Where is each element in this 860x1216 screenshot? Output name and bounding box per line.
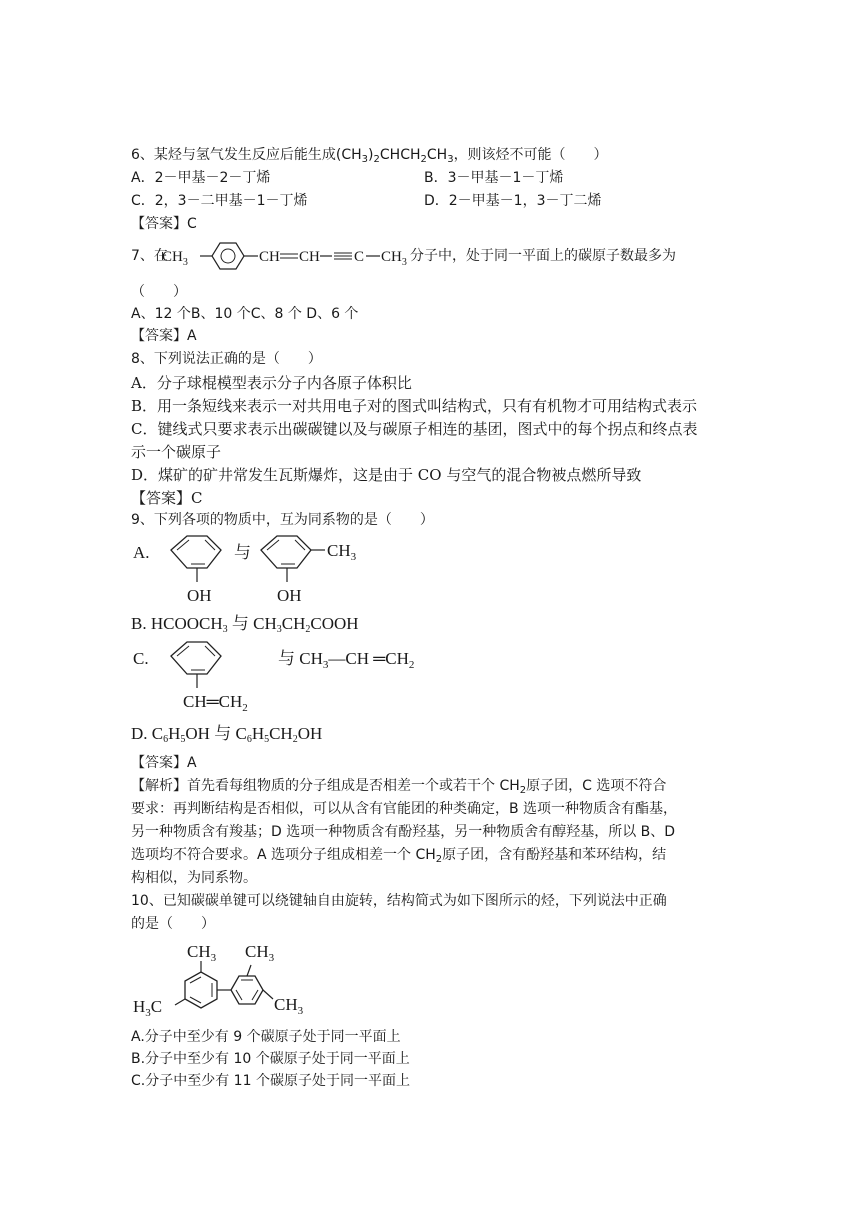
- q7-structure-diagram: [162, 232, 412, 278]
- q9-stem: 9、下列各项的物质中，互为同系物的是（ ）: [131, 512, 434, 528]
- svg-text:OH: OH: [277, 586, 302, 605]
- q7-options: A、12 个B、10 个C、8 个 D、6 个: [131, 306, 359, 322]
- q8-option-c-line1: C．键线式只要求表示出碳碳键以及与碳原子相连的基团，图式中的每个拐点和终点表: [131, 420, 698, 438]
- styrene-ring-icon: [171, 642, 221, 674]
- q9-explanation-3: 另一种物质含有羧基；D 选项一种物质含有酚羟基，另一种物质舍有醇羟基，所以 B、D: [131, 824, 676, 840]
- q9-option-c-diagram: [131, 636, 451, 718]
- q6-option-b: B．3－甲基－1－丁烯: [424, 170, 564, 186]
- q6-option-a: A．2－甲基－2－丁烯: [131, 170, 271, 186]
- q7-ch3-left: $CH_3$: [162, 249, 188, 268]
- q7-c: C: [354, 249, 365, 265]
- q6-options-row1: [131, 168, 564, 188]
- q6-option-c: C．2，3－二甲基－1－丁烯: [131, 193, 308, 209]
- q7-ch1: CH: [259, 249, 280, 265]
- q10-option-a: A.分子中至少有 9 个碳原子处于同一平面上: [131, 1029, 401, 1045]
- q10-stem-line2: 的是（ ）: [131, 916, 215, 932]
- q7-ch2: CH: [299, 249, 320, 265]
- q9-option-b: B. $HCOOCH_3$ 与 $CH_3CH_2COOH$: [131, 614, 359, 635]
- q9-answer: 【答案】A: [131, 755, 197, 771]
- q9-explanation-5: 构相似，为同系物。: [131, 870, 257, 886]
- q9-explanation-2: 要求：再判断结构是否相似，可以从含有官能团的种类确定，B 选项一种物质含有酯基，: [131, 801, 678, 817]
- q9-option-d: D. $C_6H_5OH$ 与 $C_6H_5CH_2OH$: [131, 724, 323, 745]
- q7-stem-prefix: 7、在: [131, 248, 168, 264]
- svg-text:CH3: $CH_3$: [187, 942, 217, 964]
- q7-stem-suffix: 分子中，处于同一平面上的碳原子数最多为: [410, 248, 676, 264]
- q9-yu-a: 与: [234, 543, 251, 562]
- benzene-ring-icon: [212, 243, 244, 269]
- phenol-ring-icon: [171, 536, 221, 568]
- q6-stem: 6、某烃与氢气发生反应后能生成$(CH_3)_2CHCH_2CH_3$，则该烃不可能（ ）: [131, 147, 608, 165]
- q8-option-c-line2: 示一个碳原子: [131, 443, 222, 461]
- q8-option-a: A．分子球棍模型表示分子内各原子体积比: [131, 374, 412, 392]
- q6-options-row2: [131, 191, 602, 211]
- q8-option-b: B．用一条短线来表示一对共用电子对的图式叫结构式，只有有机物才可用结构式表示: [131, 397, 698, 415]
- q7-answer: 【答案】A: [131, 328, 197, 344]
- q9-option-a-diagram: [131, 528, 381, 610]
- q9-explanation-1: 【解析】首先看每组物质的分子组成是否相差一个或若干个 $CH_2$原子团，C 选项不符合: [131, 778, 667, 796]
- q6-answer: 【答案】C: [131, 216, 197, 232]
- q10-biphenyl-diagram: [131, 937, 331, 1019]
- svg-text:H3C: $H_3C$: [133, 997, 163, 1019]
- q7-paren: （ ）: [131, 284, 187, 300]
- q6-option-d: D．2－甲基－1，3－丁二烯: [424, 193, 602, 209]
- svg-text:CH3: $CH_3$: [327, 541, 357, 563]
- q9-option-c-propene: 与 $CH_3—CH$ $═CH_2$: [278, 649, 415, 671]
- q10-stem-line1: 10、已知碳碳单键可以绕键轴自由旋转，结构简式为如下图所示的烃，下列说法中正确: [131, 893, 667, 909]
- q10-option-b: B.分子中至少有 10 个碳原子处于同一平面上: [131, 1051, 410, 1067]
- svg-text:OH: OH: [187, 586, 212, 605]
- svg-text:CH═CH2: $CH═CH_2$: [183, 692, 248, 714]
- q10-option-c: C.分子中至少有 11 个碳原子处于同一平面上: [131, 1073, 410, 1089]
- q8-stem: 8、下列说法正确的是（ ）: [131, 351, 322, 367]
- q9-explanation-4: 选项均不符合要求。A 选项分子组成相差一个 $CH_2$原子团，含有酚羟基和苯环结构，结: [131, 847, 667, 865]
- q9-option-a-label: A.: [133, 543, 150, 562]
- q8-option-d: D．煤矿的矿井常发生瓦斯爆炸，这是由于 CO 与空气的混合物被点燃所导致: [131, 466, 642, 484]
- svg-text:CH3: $CH_3$: [274, 995, 304, 1017]
- q7-ch3-right: $CH_3$: [381, 249, 407, 268]
- svg-text:CH3: $CH_3$: [245, 942, 275, 964]
- q8-answer: 【答案】C: [131, 489, 203, 507]
- q9-option-c-label: C.: [133, 649, 149, 668]
- cresol-ring-icon: [261, 536, 311, 568]
